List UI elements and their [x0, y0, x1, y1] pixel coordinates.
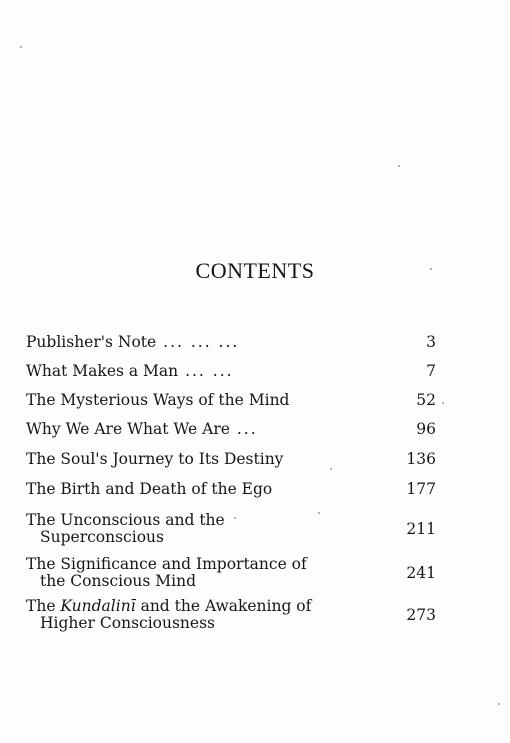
toc-leader-dots: ... ... ...: [156, 333, 240, 351]
toc-entry-title: The Soul's Journey to Its Destiny: [26, 450, 284, 468]
table-of-contents: [26, 334, 436, 638]
toc-entry-title-continued: Superconscious: [40, 528, 164, 546]
toc-entry: [26, 392, 436, 421]
toc-entry-title: The Kundalinī and the Awakening of: [26, 597, 312, 615]
toc-page-number: 136: [406, 450, 436, 468]
toc-page-number: 211: [406, 520, 436, 538]
toc-page-number: 177: [406, 480, 436, 498]
scan-speck: [318, 512, 320, 514]
toc-entry: [26, 556, 436, 598]
toc-entry: [26, 363, 436, 392]
toc-page-number: 7: [426, 362, 436, 380]
scan-speck: [234, 517, 236, 519]
scan-speck: [398, 165, 400, 167]
toc-page-number: 3: [426, 333, 436, 351]
toc-page-number: 96: [416, 420, 436, 438]
page-title: CONTENTS: [195, 258, 315, 283]
toc-entry-title-continued: Higher Consciousness: [40, 614, 215, 632]
toc-entry-title-continued: the Conscious Mind: [40, 572, 197, 590]
scan-speck: [330, 468, 332, 470]
toc-entry: [26, 481, 436, 512]
scan-speck: [498, 703, 500, 705]
toc-entry-title: Publisher's Note ... ... ...: [26, 333, 240, 351]
scan-speck: [442, 402, 444, 404]
toc-page-number: 241: [406, 564, 436, 582]
toc-entry: [26, 451, 436, 481]
toc-entry-title: Why We Are What We Are ...: [26, 420, 258, 438]
toc-entry-title: The Unconscious and the: [26, 511, 225, 529]
toc-page-number: 52: [416, 391, 436, 409]
scan-speck: [430, 268, 432, 270]
toc-entry: [26, 334, 436, 363]
toc-entry-title: What Makes a Man ... ...: [26, 362, 234, 380]
toc-entry-title: The Mysterious Ways of the Mind: [26, 391, 290, 409]
toc-leader-dots: ... ...: [178, 362, 234, 380]
toc-page-number: 273: [406, 606, 436, 624]
toc-entry: [26, 598, 436, 638]
scan-speck: [20, 46, 22, 48]
toc-leader-dots: ...: [229, 420, 258, 438]
toc-entry: [26, 421, 436, 451]
toc-entry: [26, 512, 436, 556]
italic-term: Kundalinī: [60, 597, 136, 615]
toc-entry-title: The Significance and Importance of: [26, 555, 307, 573]
toc-entry-title: The Birth and Death of the Ego: [26, 480, 273, 498]
